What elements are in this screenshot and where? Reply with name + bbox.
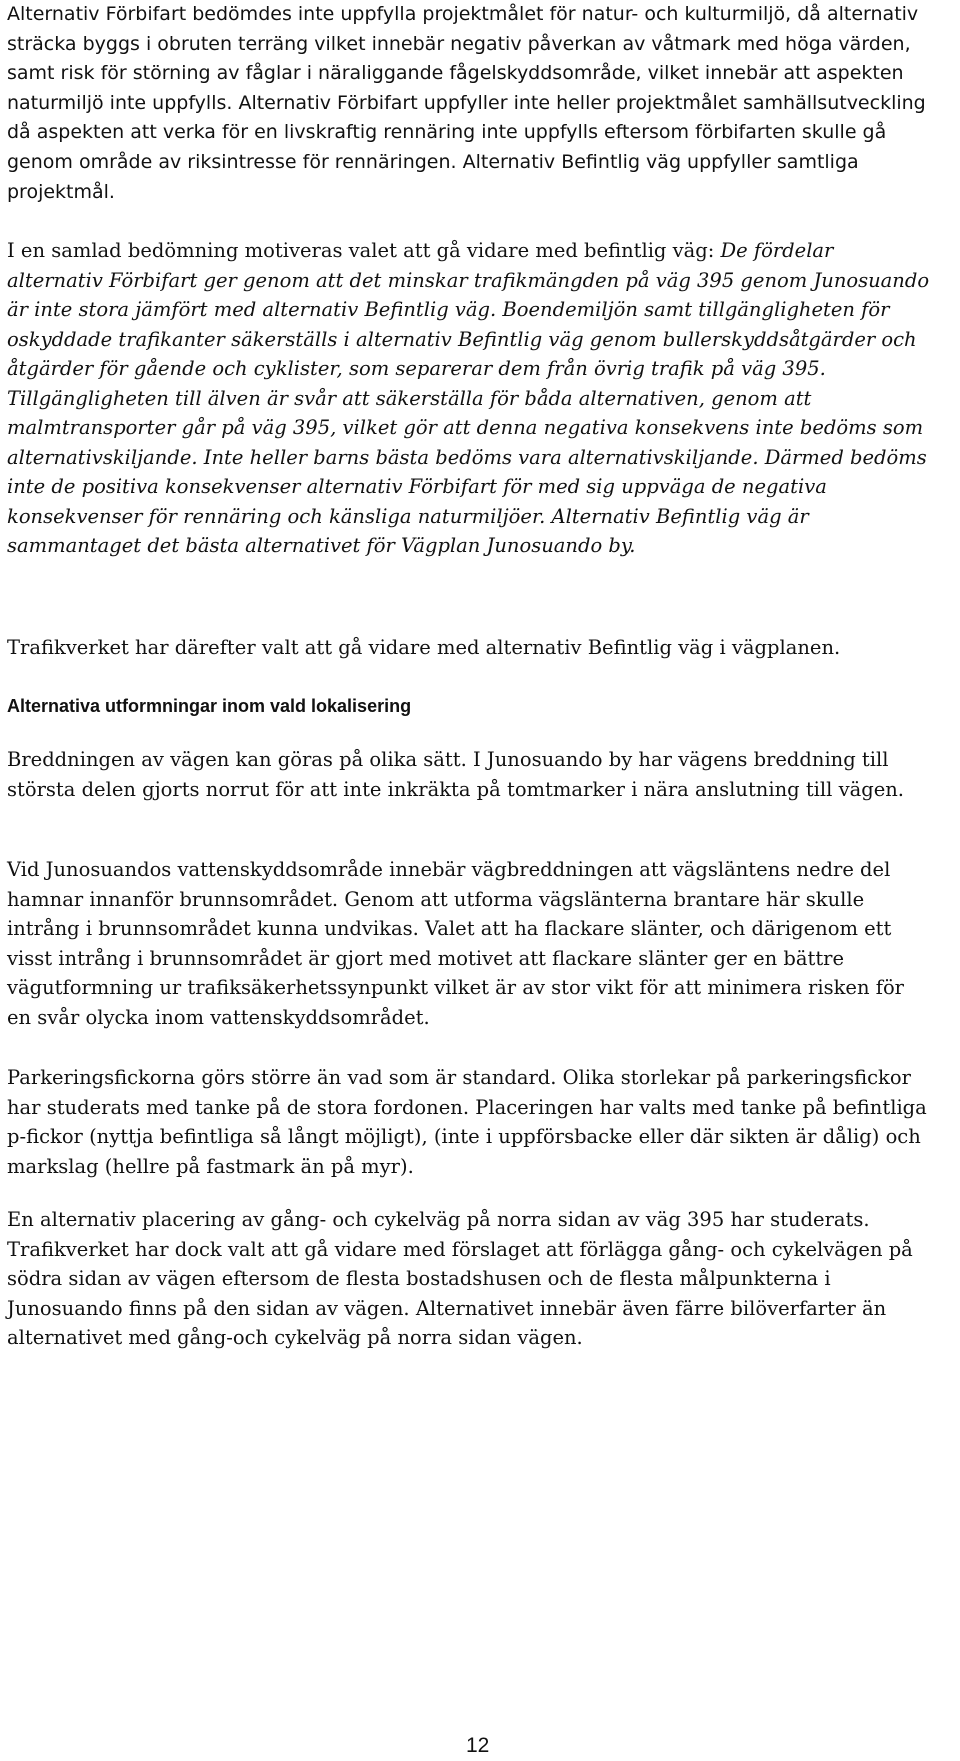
- paragraph-decision: Trafikverket har därefter valt att gå vidare med alternativ Befintlig väg i vägplanen.: [7, 636, 841, 659]
- section-heading: Alternativa utformningar inom vald lokalisering: [7, 696, 412, 716]
- paragraph-combined-assessment: [7, 236, 932, 561]
- combined-assessment-quote: De fördelar alternativ Förbifart ger genom att det minskar trafikmängden på väg 395 genom Junosuando är inte stora jämfört med alternativ Befintlig väg. Boendemiljön samt tillgängligheten för oskyddade trafikanter säkerställs i alternativ Befintlig väg genom bullerskyddsåtgärder och åtgärder för gående och cyklister, som separerar dem från övrig trafik på väg 395. Tillgängligheten till älven är svår att säkerställa för båda alternativen, genom att malmtransporter går på väg 395, vilket gör att denna negativa konsekvens inte bedöms som alternativskiljande. Inte heller barns bästa bedöms vara alternativskiljande. Därmed bedöms inte de positiva konsekvenser alternativ Förbifart för med sig uppväga de negativa konsekvenser för rennäring och känsliga naturmiljöer. Alternativ Befintlig väg är sammantaget det bästa alternativet för Vägplan Junosuando by.: [7, 239, 930, 557]
- paragraph-road-widening: Breddningen av vägen kan göras på olika sätt. I Junosuando by har vägens breddning till största delen gjorts norrut för att inte inkräkta på tomtmarker i nära anslutning till vägen.: [7, 748, 904, 801]
- page-number: 12: [466, 1734, 490, 1757]
- combined-assessment-lead: I en samlad bedömning motiveras valet att gå vidare med befintlig väg:: [7, 239, 721, 262]
- paragraph-cycle-path: En alternativ placering av gång- och cykelväg på norra sidan av väg 395 har studerats. Trafikverket har dock valt att gå vidare med förslaget att förlägga gång- och cykelvägen på södra sidan av vägen eftersom de flesta bostadshusen och de flesta målpunkterna i Junosuando finns på den sidan av vägen. Alternativet innebär även färre bilöverfarter än alternativet med gång-och cykelväg på norra sidan vägen.: [7, 1208, 913, 1349]
- paragraph-parking-pockets: Parkeringsfickorna görs större än vad som är standard. Olika storlekar på parkeringsfickor har studerats med tanke på de stora fordonen. Placeringen har valts med tanke på befintliga p-fickor (nyttja befintliga så långt möjligt), (inte i uppförsbacke eller där sikten är dålig) och markslag (hellre på fastmark än på myr).: [7, 1066, 927, 1178]
- paragraph-alternatives-assessment: Alternativ Förbifart bedömdes inte uppfylla projektmålet för natur- och kulturmiljö, då alternativ sträcka byggs i obruten terräng vilket innebär negativ påverkan av våtmark med höga värden, samt risk för störning av fåglar i näraliggande fågelskyddsområde, vilket innebär att aspekten naturmiljö inte uppfylls. Alternativ Förbifart uppfyller inte heller projektmålet samhällsutveckling då aspekten att verka för en livskraftig rennäring inte uppfylls eftersom förbifarten skulle gå genom område av riksintresse för rennäringen. Alternativ Befintlig väg uppfyller samtliga projektmål.: [7, 3, 926, 203]
- paragraph-water-protection: Vid Junosuandos vattenskyddsområde innebär vägbreddningen att vägsläntens nedre del hamnar innanför brunnsområdet. Genom att utforma vägslänterna brantare här skulle intrång i brunnsområdet kunna undvikas. Valet att ha flackare slänter, och därigenom ett visst intrång i brunnsområdet är gjort med motivet att flackare slänter ger en bättre vägutformning ur trafiksäkerhetssynpunkt vilket är av stor vikt för att minimera risken för en svår olycka inom vattenskyddsområdet.: [7, 858, 904, 1029]
